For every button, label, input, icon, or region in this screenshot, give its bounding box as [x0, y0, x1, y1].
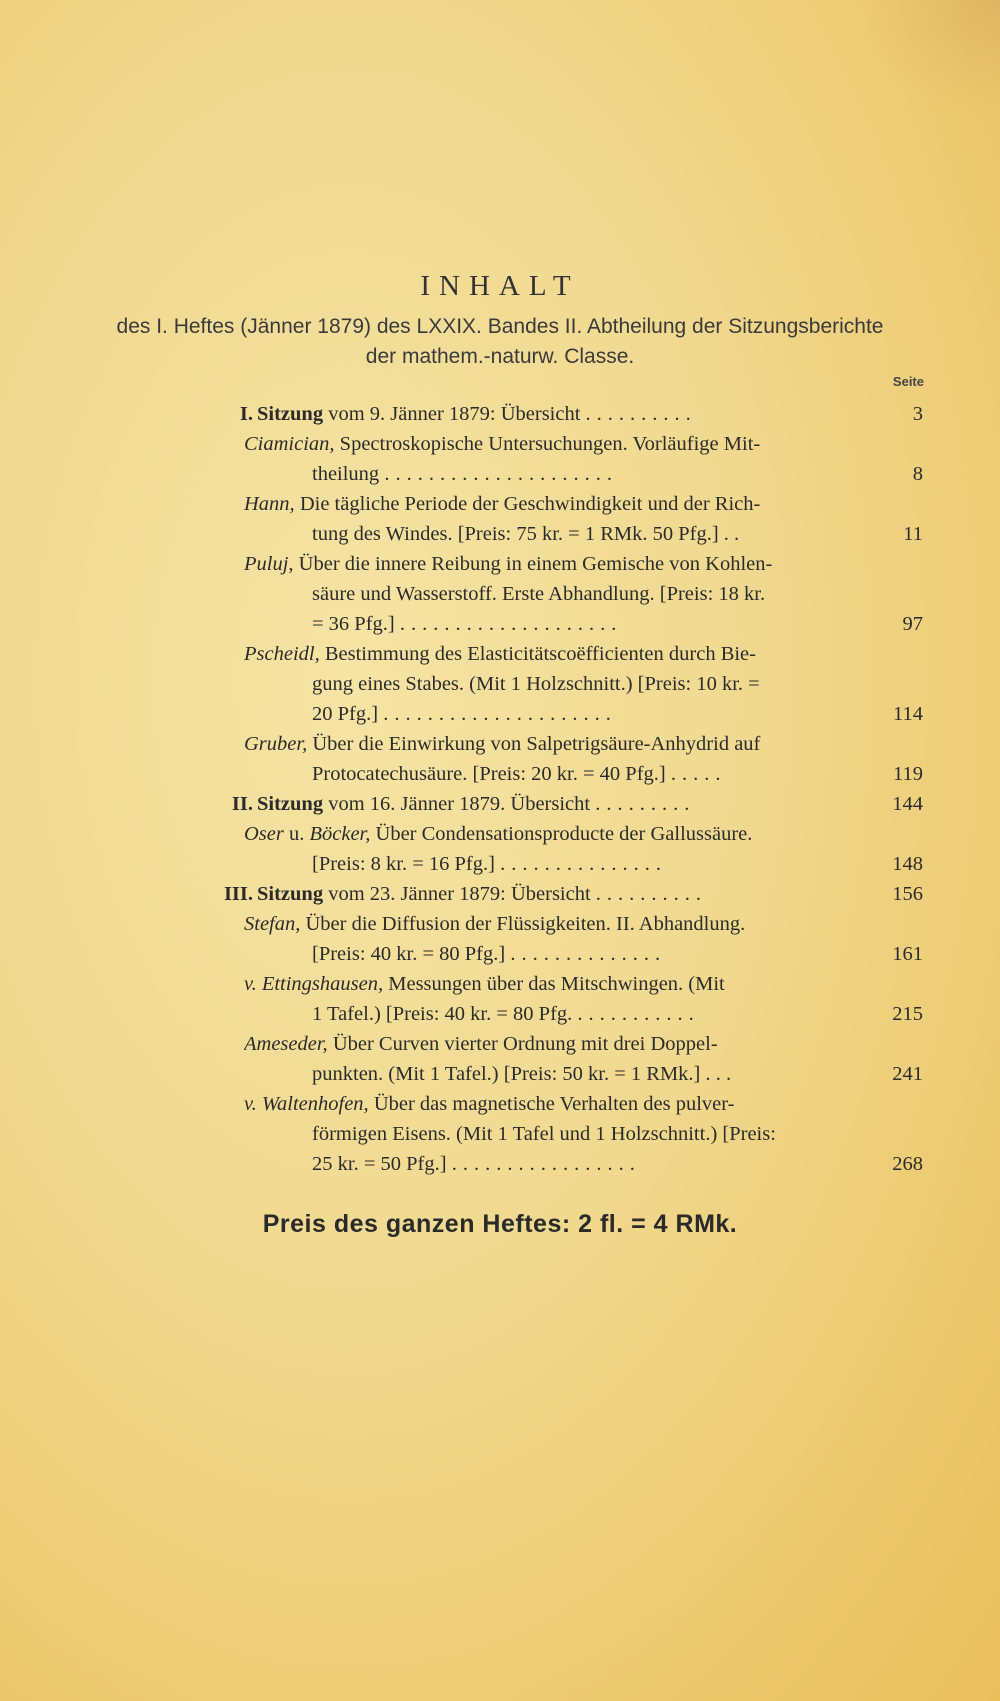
- toc-line: [312, 579, 860, 609]
- author-name: Gruber,: [244, 733, 308, 755]
- leader-dots: .................: [451, 1153, 641, 1175]
- entry-text: säure und Wasserstoff. Erste Abhandlung. [Preis: 18 kr.: [312, 583, 766, 605]
- entry-text: [Preis: 8 kr. = 16 Pfg.]: [312, 853, 501, 875]
- seite-label: Seite: [892, 374, 924, 389]
- page-title: INHALT: [420, 270, 580, 302]
- toc-line: [257, 879, 860, 909]
- entry-text: theilung: [312, 463, 385, 485]
- entry-text: Über die Diffusion der Flüssigkeiten. II. Abhandlung.: [300, 913, 746, 935]
- entry-text: Spectroskopische Untersuchungen. Vorläufige Mit-: [334, 433, 761, 455]
- entry-text: tung des Windes. [Preis: 75 kr. = 1 RMk. 50 Pfg.] . .: [312, 523, 740, 545]
- page-number: 148: [892, 853, 923, 875]
- entry-text: 20 Pfg.]: [312, 703, 384, 725]
- entry-text: gung eines Stabes. (Mit 1 Holzschnitt.) [Preis: 10 kr. =: [312, 673, 760, 695]
- entry-text: u.: [283, 823, 310, 845]
- entry-text: [Preis: 40 kr. = 80 Pfg.]: [312, 943, 511, 965]
- toc-line: [312, 1119, 860, 1149]
- toc-line: [312, 939, 860, 969]
- leader-dots: .....................: [384, 463, 618, 485]
- page-number: 97: [902, 613, 923, 635]
- entry-text: = 36 Pfg.]: [312, 613, 400, 635]
- sitzung-label: Sitzung: [257, 403, 324, 425]
- leader-dots: ....................: [399, 613, 623, 635]
- toc-line: [312, 519, 860, 549]
- page-number: 156: [892, 883, 923, 905]
- entry-text: vom 9. Jänner 1879: Übersicht: [323, 403, 586, 425]
- author-name: Ameseder,: [244, 1033, 328, 1055]
- author-name: v. Waltenhofen,: [244, 1093, 369, 1115]
- page-number: 8: [912, 463, 923, 485]
- toc-line: [244, 489, 860, 519]
- toc-line: [312, 1059, 860, 1089]
- toc-line: [244, 819, 860, 849]
- toc-line: [312, 609, 860, 639]
- page-number: 161: [892, 943, 923, 965]
- page-number: 215: [892, 1003, 923, 1025]
- entry-text: vom 16. Jänner 1879. Übersicht: [323, 793, 596, 815]
- entry-text: Über Curven vierter Ordnung mit drei Doppel-: [327, 1033, 718, 1055]
- toc-line: [312, 999, 860, 1029]
- toc-line: [312, 759, 860, 789]
- author-name: Hann,: [244, 493, 295, 515]
- sitzung-label: Sitzung: [257, 793, 324, 815]
- author-name: Pscheidl,: [244, 643, 320, 665]
- page-number: 3: [912, 403, 923, 425]
- author-name: Stefan,: [244, 913, 301, 935]
- subtitle-line-2: der mathem.-naturw. Classe.: [365, 345, 635, 368]
- subtitle: [0, 312, 1000, 372]
- session-number-cell: [0, 399, 253, 429]
- entry-text: 1 Tafel.) [Preis: 40 kr. = 80 Pfg.: [312, 1003, 578, 1025]
- toc-line: [244, 729, 860, 759]
- sitzung-label: Sitzung: [257, 883, 324, 905]
- entry-text: Protocatechusäure. [Preis: 20 kr. = 40 Pfg.]: [312, 763, 671, 785]
- author-name: Ciamician,: [244, 433, 335, 455]
- page-number: 268: [892, 1153, 923, 1175]
- entry-text: förmigen Eisens. (Mit 1 Tafel und 1 Holzschnitt.) [Preis:: [312, 1123, 776, 1145]
- toc-line: [244, 639, 860, 669]
- leader-dots: ..........: [585, 403, 697, 425]
- toc-line: [244, 429, 860, 459]
- entry-text: Über das magnetische Verhalten des pulver-: [368, 1093, 735, 1115]
- session-number-cell: [0, 789, 253, 819]
- leader-dots: ...........: [577, 1003, 700, 1025]
- session-number: II.: [231, 793, 253, 815]
- entry-text: Bestimmung des Elasticitätscoëfficienten durch Bie-: [319, 643, 756, 665]
- page-number: 119: [893, 763, 923, 785]
- toc-line: [244, 909, 860, 939]
- toc-line: [312, 669, 860, 699]
- entry-text: Messungen über das Mitschwingen. (Mit: [383, 973, 725, 995]
- toc-line: [312, 1149, 860, 1179]
- leader-dots: ...............: [500, 853, 667, 875]
- session-number: I.: [239, 403, 253, 425]
- author-name: Oser: [244, 823, 284, 845]
- entry-text: Über die Einwirkung von Salpetrigsäure-Anhydrid auf: [307, 733, 761, 755]
- author-name: Puluj,: [244, 553, 294, 575]
- leader-dots: .........: [595, 793, 696, 815]
- subtitle-line-1: des I. Heftes (Jänner 1879) des LXXIX. Bandes II. Abtheilung der Sitzungsberichte: [116, 315, 884, 338]
- toc-line: [312, 699, 860, 729]
- page-number: 241: [892, 1063, 923, 1085]
- entry-text: Die tägliche Periode der Geschwindigkeit und der Rich-: [294, 493, 761, 515]
- toc-line: [257, 399, 860, 429]
- entry-text: punkten. (Mit 1 Tafel.) [Preis: 50 kr. = 1 RMk.] . . .: [312, 1063, 732, 1085]
- toc-line: [312, 459, 860, 489]
- leader-dots: .....: [670, 763, 727, 785]
- entry-text: 25 kr. = 50 Pfg.]: [312, 1153, 452, 1175]
- author-name: v. Ettingshausen,: [244, 973, 384, 995]
- toc-line: [244, 1089, 860, 1119]
- toc-line: [257, 789, 860, 819]
- total-price: Preis des ganzen Heftes: 2 fl. = 4 RMk.: [262, 1210, 738, 1238]
- page-number: 11: [903, 523, 923, 545]
- paper-stain: [860, 0, 1000, 120]
- session-number: III.: [223, 883, 253, 905]
- entry-text: Über die innere Reibung in einem Gemische von Kohlen-: [293, 553, 773, 575]
- page-number: 114: [893, 703, 923, 725]
- author-name: Böcker,: [309, 823, 371, 845]
- toc-line: [244, 1029, 860, 1059]
- session-number-cell: [0, 879, 253, 909]
- entry-text: Über Condensationsproducte der Gallussäure.: [370, 823, 753, 845]
- leader-dots: ..............: [510, 943, 667, 965]
- entry-text: vom 23. Jänner 1879: Übersicht: [323, 883, 596, 905]
- leader-dots: .....................: [383, 703, 617, 725]
- page-number: 144: [892, 793, 923, 815]
- toc-line: [244, 549, 860, 579]
- toc-line: [312, 849, 860, 879]
- leader-dots: ..........: [595, 883, 708, 905]
- toc-line: [244, 969, 860, 999]
